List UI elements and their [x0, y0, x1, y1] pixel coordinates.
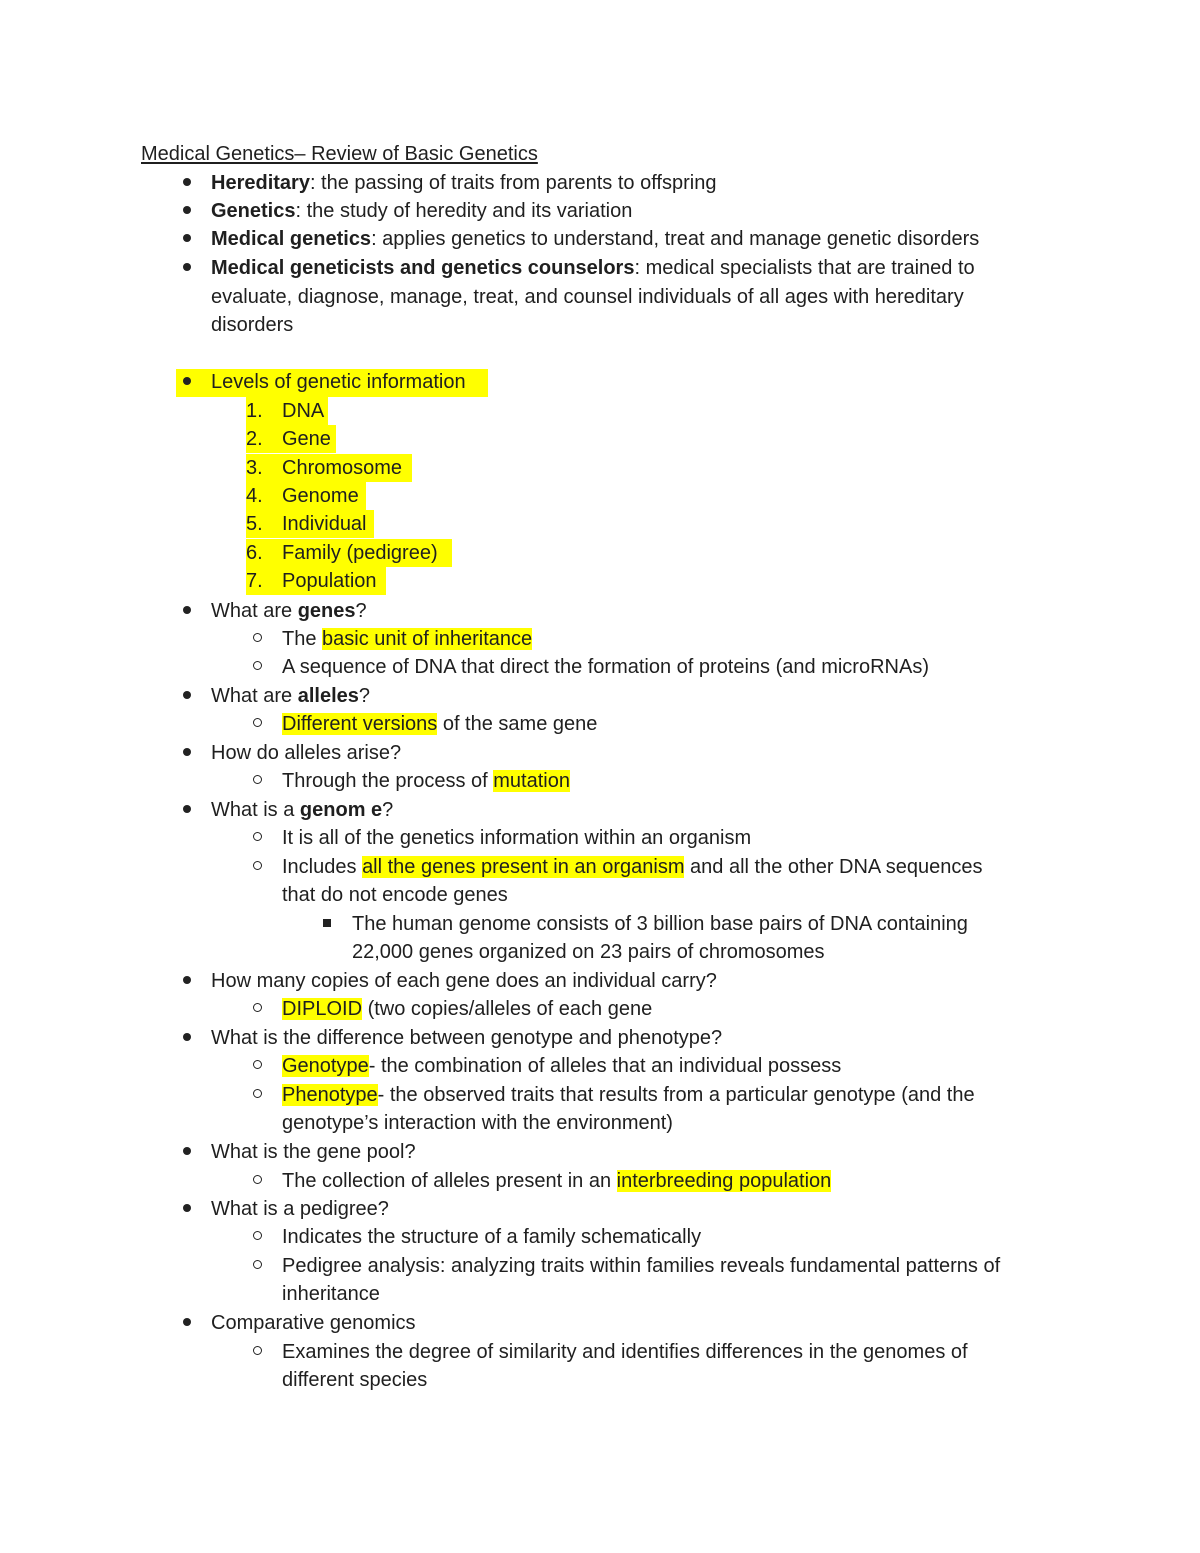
level-item: 4. Genome [246, 482, 366, 510]
bullet-circle-icon [246, 1223, 268, 1251]
genome-answer-2-line2: that do not encode genes [282, 884, 508, 906]
comparative-answer-1-line2: different species [282, 1369, 428, 1391]
bullet-circle-icon [246, 995, 268, 1023]
bullet-dot-icon [176, 1309, 198, 1337]
bullet-dot-icon [176, 1195, 198, 1223]
bullet-circle-icon [246, 653, 268, 681]
term-counselors: Medical geneticists and genetics counselors [211, 257, 635, 279]
bullet-dot-icon [176, 739, 198, 767]
term-genetics: Genetics [211, 200, 296, 222]
document-page: Medical Genetics– Review of Basic Genetics Hereditary: the passing of traits from parents to offspring Genetics: the study of heredity and its variation Medical genetics: applies genetics to understand, treat and manage genetic disorders Medical geneticists and genetics counselors: medical specialists that are trained to evaluate, diagnose, manage, treat, and counsel individuals of all ages with hereditary disorders Levels of genetic information 1. DNA 2. Gene 3. Chromosome 4. Genome 5. Individual 6. Family (pedigree) 7. Population What are genes? The basic unit of inheritance A sequence of DNA that direct the formation of proteins (and microRNAs) What are alleles? Different versions of the same gene How do alleles arise? Through the process of mutation What is a genom e? It is all of the genetics information within an organism Includes all the genes present in an organism and all the other DNA sequences that do not encode genes The human genome consists of 3 billion base pairs of DNA containing 22,000 genes organized on 23 pairs of chromosomes How many copies of each gene does an individual carry? DIPLOID (two copies/alleles of each gene What is the difference between genotype and phenotype? Genotype- the combination of alleles that an individual possess Phenotype- the observed traits that results from a particular genotype (and the genotype’s interaction with the environment) What is the gene pool? The collection of alleles present in an interbreeding population What is a pedigree? Indicates the structure of a family schematically Pedigree analysis: analyzing traits within families reveals fundamental patterns of inheritance Comparative genomics Examines the degree of similarity and identifies differences in the genomes of different species [0, 0, 1200, 1553]
bullet-dot-icon [176, 682, 198, 710]
bullet-dot-icon [176, 796, 198, 824]
genotype-answer-2-line2: genotype’s interaction with the environment) [282, 1112, 673, 1134]
bullet-dot-icon [176, 1024, 198, 1052]
level-item: 2. Gene [246, 425, 336, 453]
bullet-circle-icon [246, 1081, 268, 1109]
genome-sub-line2: 22,000 genes organized on 23 pairs of chromosomes [352, 941, 825, 963]
term-hereditary: Hereditary [211, 172, 310, 194]
bullet-square-icon [316, 910, 338, 938]
term-medical-genetics: Medical genetics [211, 228, 372, 250]
bullet-dot-icon [176, 225, 198, 253]
bullet-dot-icon [176, 597, 198, 625]
bullet-circle-icon [246, 1167, 268, 1195]
page-title: Medical Genetics– Review of Basic Genetics [141, 143, 538, 165]
level-item: 7. Population [246, 567, 386, 595]
bullet-dot-icon [176, 197, 198, 225]
level-item: 6. Family (pedigree) [246, 539, 452, 567]
bullet-circle-icon [246, 824, 268, 852]
bullet-dot-icon [176, 368, 198, 396]
counselors-line2: evaluate, diagnose, manage, treat, and counsel individuals of all ages with hereditary [211, 286, 964, 308]
pedigree-answer-2-line2: inheritance [282, 1283, 380, 1305]
bullet-circle-icon [246, 625, 268, 653]
bullet-circle-icon [246, 767, 268, 795]
bullet-circle-icon [246, 1338, 268, 1366]
bullet-circle-icon [246, 1252, 268, 1280]
bullet-dot-icon [176, 254, 198, 282]
level-item: 1. DNA [246, 397, 328, 425]
level-item: 3. Chromosome [246, 454, 412, 482]
bullet-circle-icon [246, 1052, 268, 1080]
counselors-line3: disorders [211, 314, 294, 336]
bullet-dot-icon [176, 1138, 198, 1166]
bullet-dot-icon [176, 169, 198, 197]
bullet-circle-icon [246, 853, 268, 881]
bullet-dot-icon [176, 967, 198, 995]
bullet-circle-icon [246, 710, 268, 738]
level-item: 5. Individual [246, 510, 374, 538]
